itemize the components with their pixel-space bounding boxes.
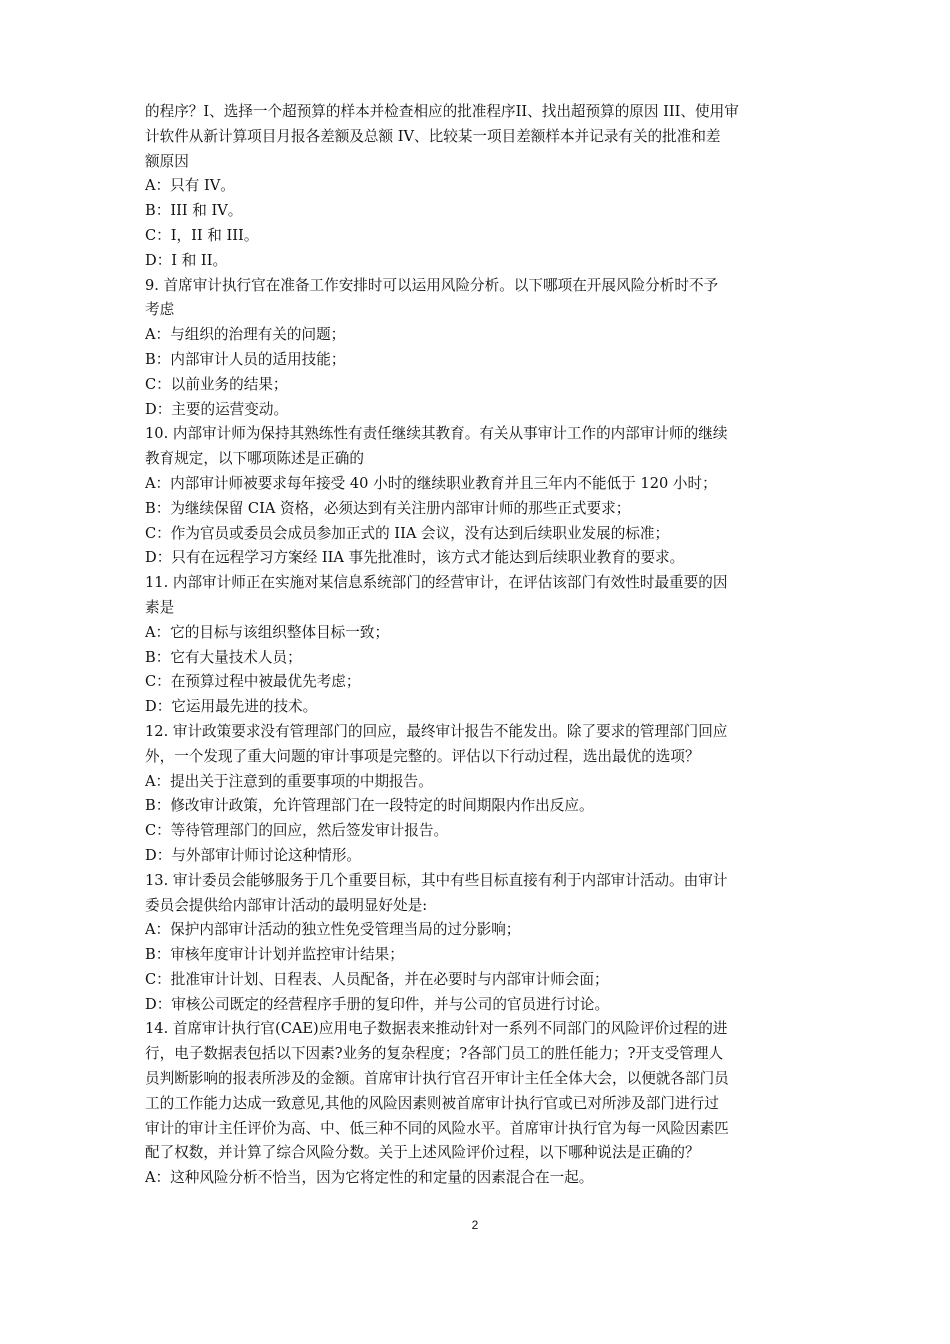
text-line: C：在预算过程中被最优先考虑； xyxy=(145,673,361,691)
text-line: 9. 首席审计执行官在准备工作安排时可以运用风险分析。以下哪项在开展风险分析时不予 xyxy=(145,276,719,294)
text-line: B：为继续保留 CIA 资格，必须达到有关注册内部审计师的那些正式要求； xyxy=(145,499,631,517)
text-line: A：这种风险分析不恰当，因为它将定性的和定量的因素混合在一起。 xyxy=(145,1169,594,1187)
text-line: A：保护内部审计活动的独立性免受管理当局的过分影响； xyxy=(145,921,521,939)
text-line: 10. 内部审计师为保持其熟练性有责任继续其教育。有关从事审计工作的内部审计师的继续 xyxy=(145,425,728,443)
text-line: 额原因 xyxy=(145,152,189,170)
text-line: A：只有 IV。 xyxy=(145,177,235,195)
text-line: 行，电子数据表包括以下因素?业务的复杂程度；?各部门员工的胜任能力；?开支受管理人 xyxy=(145,1045,724,1063)
text-line: 13. 审计委员会能够服务于几个重要目标，其中有些目标直接有利于内部审计活动。由审计 xyxy=(145,871,728,889)
text-line: A：它的目标与该组织整体目标一致； xyxy=(145,623,390,641)
text-line: B：III 和 IV。 xyxy=(145,202,243,220)
document-body xyxy=(145,100,825,1191)
text-line: 的程序？I、选择一个超预算的样本并检查相应的批准程序II、找出超预算的原因 III、使用审 xyxy=(145,103,739,120)
text-line: 委员会提供给内部审计活动的最明显好处是: xyxy=(145,896,428,914)
text-line: C：批准审计计划、日程表、人员配备，并在必要时与内部审计师会面； xyxy=(145,970,609,988)
text-line: D：审核公司既定的经营程序手册的复印件，并与公司的官员进行讨论。 xyxy=(145,995,610,1013)
text-line: 11. 内部审计师正在实施对某信息系统部门的经营审计，在评估该部门有效性时最重要的因 xyxy=(145,574,728,592)
text-line: 考虑 xyxy=(145,301,175,319)
text-line: D：只有在远程学习方案经 IIA 事先批准时，该方式才能达到后续职业教育的要求。 xyxy=(145,549,685,567)
text-line: 工的工作能力达成一致意见,其他的风险因素则被首席审计执行官或已对所涉及部门进行过 xyxy=(145,1094,719,1112)
text-line: B：内部审计人员的适用技能； xyxy=(145,350,346,368)
text-line: 配了权数，并计算了综合风险分数。关于上述风险评价过程，以下哪种说法是正确的？ xyxy=(145,1144,700,1162)
text-line: A：提出关于注意到的重要事项的中期报告。 xyxy=(145,772,433,790)
text-line: 教育规定，以下哪项陈述是正确的 xyxy=(145,450,364,468)
text-line: 素是 xyxy=(145,598,175,616)
text-line: 计软件从新计算项目月报各差额及总额 IV、比较某一项目差额样本并记录有关的批准和差 xyxy=(145,127,721,145)
text-line: B：它有大量技术人员； xyxy=(145,648,302,666)
text-line: D：I 和 II。 xyxy=(145,251,228,269)
text-line: B：审核年度审计计划并监控审计结果； xyxy=(145,946,404,964)
text-line: 12. 审计政策要求没有管理部门的回应，最终审计报告不能发出。除了要求的管理部门回应 xyxy=(145,722,728,740)
text-line: B：修改审计政策，允许管理部门在一段特定的时间期限内作出反应。 xyxy=(145,797,594,815)
text-line: 14. 首席审计执行官(CAE)应用电子数据表来推动针对一系列不同部门的风险评价过程的进 xyxy=(145,1020,728,1038)
text-line: D：主要的运营变动。 xyxy=(145,400,289,418)
text-line: C：I，II 和 III。 xyxy=(145,226,259,244)
text-line: D：与外部审计师讨论这种情形。 xyxy=(145,846,362,864)
page-number: 2 xyxy=(471,1218,479,1232)
text-line: C：以前业务的结果； xyxy=(145,375,288,393)
text-line: C：作为官员或委员会成员参加正式的 IIA 会议，没有达到后续职业发展的标准； xyxy=(145,524,670,542)
text-line: 审计的审计主任评价为高、中、低三种不同的风险水平。首席审计执行官为每一风险因素匹 xyxy=(145,1119,729,1137)
text-line: 外，一个发现了重大问题的审计事项是完整的。评估以下行动过程，选出最优的选项？ xyxy=(145,747,700,765)
text-line: A：与组织的治理有关的问题； xyxy=(145,326,346,344)
text-line: A：内部审计师被要求每年接受 40 小时的继续职业教育并且三年内不能低于 120 小时； xyxy=(145,474,717,492)
text-line: D：它运用最先进的技术。 xyxy=(145,698,318,716)
text-line: 员判断影响的报表所涉及的金额。首席审计执行官召开审计主任全体大会，以便就各部门员 xyxy=(145,1070,729,1088)
text-line: C：等待管理部门的回应，然后签发审计报告。 xyxy=(145,822,449,840)
